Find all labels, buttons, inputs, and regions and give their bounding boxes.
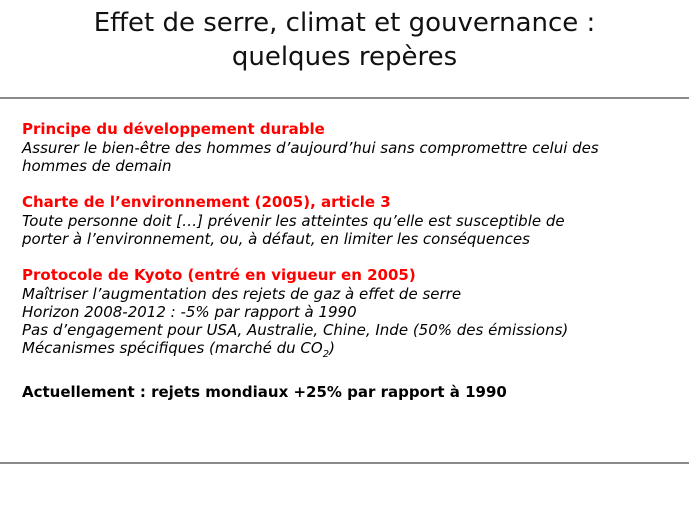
section-heading: Principe du développement durable — [22, 120, 325, 138]
bottom-divider — [0, 462, 689, 464]
section-line: Maîtriser l’augmentation des rejets de gaz à effet de serre — [22, 285, 462, 303]
co2-line-suffix: ) — [329, 339, 335, 357]
current-emissions-line: Actuellement : rejets mondiaux +25% par rapport à 1990 — [22, 383, 507, 401]
slide-title — [0, 6, 689, 74]
title-line-2: quelques repères — [231, 42, 458, 72]
co2-line-prefix: Mécanismes spécifiques (marché du CO — [22, 339, 323, 357]
section-line: Assurer le bien-être des hommes d’aujourd’hui sans compromettre celui des — [22, 139, 599, 157]
section-line: Horizon 2008-2012 : -5% par rapport à 1990 — [22, 303, 357, 321]
section-line-co2 — [22, 339, 682, 364]
section-line: Pas d’engagement pour USA, Australie, Chine, Inde (50% des émissions) — [22, 321, 569, 339]
top-divider — [0, 97, 689, 99]
section-sustainable-development — [22, 120, 682, 175]
section-line: porter à l’environnement, ou, à défaut, en limiter les conséquences — [22, 230, 530, 248]
section-line: Toute personne doit […] prévenir les atteintes qu’elle est susceptible de — [22, 212, 565, 230]
co2-subscript: 2 — [322, 349, 330, 360]
section-environment-charter — [22, 193, 682, 248]
section-line: hommes de demain — [22, 157, 172, 175]
section-heading: Protocole de Kyoto (entré en vigueur en 2005) — [22, 266, 416, 284]
section-kyoto-protocol — [22, 266, 682, 364]
slide-content — [22, 120, 682, 402]
section-heading: Charte de l’environnement (2005), article 3 — [22, 193, 391, 211]
title-line-1: Effet de serre, climat et gouvernance : — [93, 8, 596, 38]
